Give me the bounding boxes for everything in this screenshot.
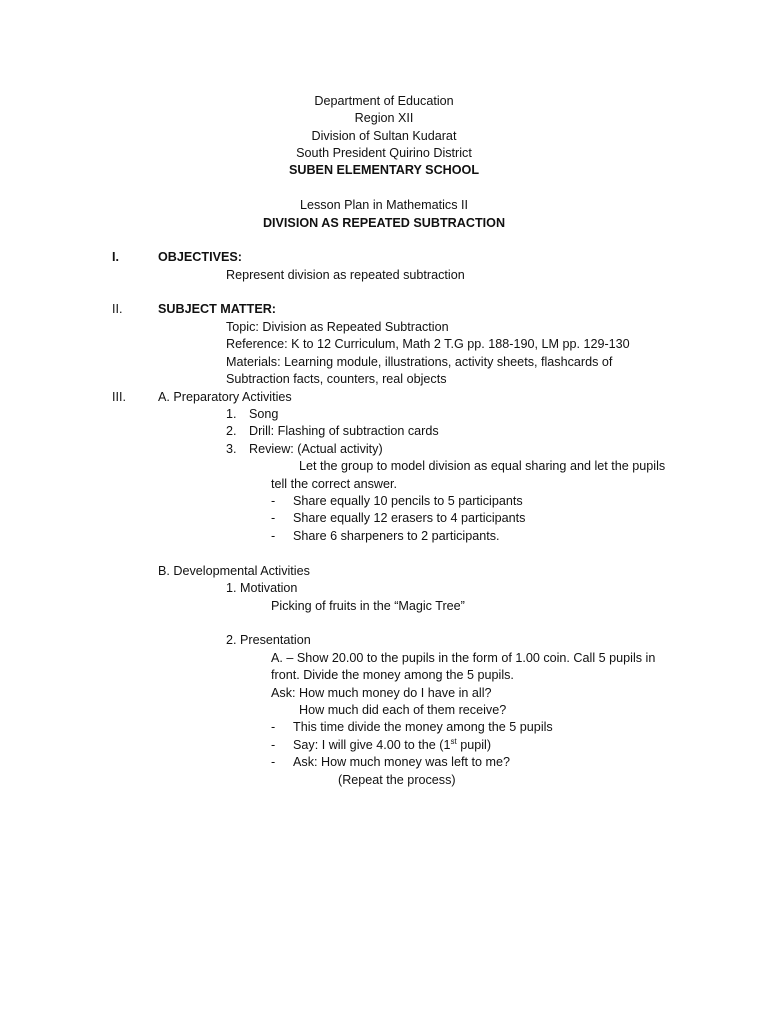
review-instruction-line-1: Let the group to model division as equal sharing and let the pupils (299, 459, 666, 473)
review-instruction-line-2: tell the correct answer. (271, 477, 397, 491)
district-line: South President Quirino District (296, 146, 472, 160)
ask-question-1: Ask: How much money do I have in all? (271, 686, 492, 700)
review-bullet-pencils: Share equally 10 pencils to 5 participants (293, 494, 523, 508)
prep-item-number: 1. (226, 407, 237, 421)
materials-line-1: Materials: Learning module, illustrations, activity sheets, flashcards of (226, 355, 613, 369)
ask-question-2: How much did each of them receive? (299, 703, 507, 717)
objectives-heading: OBJECTIVES: (158, 250, 242, 264)
division-line: Division of Sultan Kudarat (311, 129, 457, 143)
presentation-heading: 2. Presentation (226, 633, 311, 647)
bullet-dash: - (271, 720, 276, 734)
reference-line: Reference: K to 12 Curriculum, Math 2 T.G pp. 188-190, LM pp. 129-130 (226, 337, 630, 351)
prep-item-song: Song (249, 407, 279, 421)
department-line: Department of Education (314, 94, 454, 108)
bullet-dash: - (271, 511, 276, 525)
bullet-dash: - (271, 738, 276, 752)
subject-matter-heading: SUBJECT MATTER: (158, 302, 277, 316)
say-text-end: pupil) (456, 738, 492, 752)
bullet-dash: - (271, 755, 276, 769)
materials-line-2: Subtraction facts, counters, real objects (226, 372, 447, 386)
prep-item-review: Review: (Actual activity) (249, 442, 383, 456)
presentation-bullet-ask: Ask: How much money was left to me? (293, 755, 510, 769)
presentation-bullet-divide: This time divide the money among the 5 pupils (293, 720, 553, 734)
presentation-line-2: front. Divide the money among the 5 pupils. (271, 668, 514, 682)
topic-line: Topic: Division as Repeated Subtraction (226, 320, 449, 334)
preparatory-heading: A. Preparatory Activities (158, 390, 292, 404)
bullet-dash: - (271, 494, 276, 508)
presentation-bullet-say (293, 737, 491, 754)
prep-item-drill: Drill: Flashing of subtraction cards (249, 424, 439, 438)
prep-item-number: 2. (226, 424, 237, 438)
procedure-numeral: III. (112, 390, 126, 404)
subject-matter-numeral: II. (112, 302, 123, 316)
review-bullet-erasers: Share equally 12 erasers to 4 participants (293, 511, 526, 525)
region-line: Region XII (354, 111, 414, 125)
ordinal-superscript: st (450, 736, 457, 746)
motivation-heading: 1. Motivation (226, 581, 298, 595)
objective-text: Represent division as repeated subtraction (226, 268, 465, 282)
prep-item-number: 3. (226, 442, 237, 456)
bullet-dash: - (271, 529, 276, 543)
repeat-process-note: (Repeat the process) (338, 773, 456, 787)
objectives-numeral: I. (112, 250, 119, 264)
say-text-start: Say: I will give 4.00 to the (1 (293, 738, 451, 752)
presentation-line-1: A. – Show 20.00 to the pupils in the form of 1.00 coin. Call 5 pupils in (271, 651, 656, 665)
school-name: SUBEN ELEMENTARY SCHOOL (288, 163, 480, 177)
plan-title: Lesson Plan in Mathematics II (300, 198, 468, 212)
motivation-text: Picking of fruits in the “Magic Tree” (271, 599, 465, 613)
lesson-topic-title: DIVISION AS REPEATED SUBTRACTION (262, 216, 506, 230)
developmental-heading: B. Developmental Activities (158, 564, 310, 578)
review-bullet-sharpeners: Share 6 sharpeners to 2 participants. (293, 529, 500, 543)
